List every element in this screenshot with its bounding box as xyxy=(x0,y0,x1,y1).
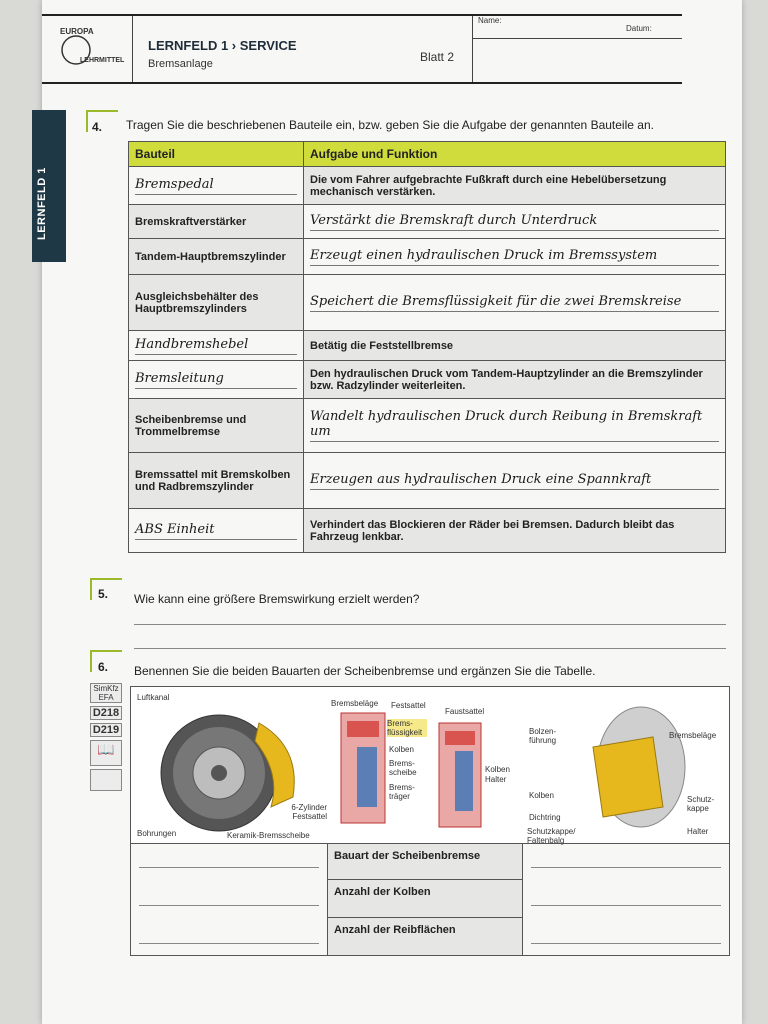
disc-brake-figure xyxy=(130,686,730,956)
fig-label: 6-Zylinder Festsattel xyxy=(291,803,327,821)
handwritten-answer: Bremsleitung xyxy=(135,371,297,389)
task4-number: 4. xyxy=(92,120,103,134)
components-table xyxy=(128,141,726,553)
fig-label: Dichtring xyxy=(529,813,561,822)
bauteil-cell: Tandem-Hauptbremszylinder xyxy=(129,239,304,275)
fig-label: Bremsbeläge xyxy=(331,699,379,708)
aufgabe-cell: Die vom Fahrer aufgebrachte Fußkraft durch eine Hebelübersetzung mechanisch verstärken. xyxy=(304,167,726,205)
table-row xyxy=(129,361,726,399)
col-bauteil: Bauteil xyxy=(129,142,304,167)
aufgabe-cell[interactable] xyxy=(304,239,726,275)
publisher-logo xyxy=(46,22,156,76)
lernfeld-title: LERNFELD 1 › SERVICE xyxy=(148,38,297,53)
table-label-cell: Anzahl der Reibflächen xyxy=(327,917,523,955)
fig-label: Schutz-kappe xyxy=(687,795,715,813)
topic-subtitle: Bremsanlage xyxy=(148,58,213,70)
aufgabe-cell: Den hydraulischen Druck vom Tandem-Hauptzylinder an die Bremszylinder bzw. Radzylinder weiterleiten. xyxy=(304,361,726,399)
aufgabe-cell[interactable] xyxy=(304,453,726,509)
aufgabe-cell[interactable] xyxy=(304,205,726,239)
fig-label: Festsattel xyxy=(391,701,426,710)
fig-label: Faustsattel xyxy=(445,707,485,716)
task5-number: 5. xyxy=(98,587,109,601)
fig-label: Bohrungen xyxy=(137,829,177,838)
answer-line[interactable] xyxy=(134,624,726,625)
worksheet-header xyxy=(42,14,682,84)
answer-line[interactable] xyxy=(531,867,721,868)
answer-line[interactable] xyxy=(139,905,319,906)
fig-label: Bremsbeläge xyxy=(669,731,717,740)
bauteil-cell[interactable] xyxy=(129,167,304,205)
handwritten-answer: Bremspedal xyxy=(135,177,297,195)
aufgabe-cell: Verhindert das Blockieren der Räder bei Bremsen. Dadurch bleibt das Fahrzeug lenkbar. xyxy=(304,509,726,553)
answer-line[interactable] xyxy=(134,648,726,649)
table-row xyxy=(129,205,726,239)
fig-label: Halter xyxy=(485,775,507,784)
book-icon: 📖 xyxy=(90,740,122,766)
table-row xyxy=(129,275,726,331)
fixed-caliper-panel xyxy=(131,687,328,843)
answer-line[interactable] xyxy=(531,905,721,906)
handwritten-answer: Erzeugt einen hydraulischen Druck im Bremssystem xyxy=(310,248,719,266)
svg-text:EUROPA: EUROPA xyxy=(60,27,94,36)
task4-instruction: Tragen Sie die beschriebenen Bauteile ein, bzw. geben Sie die Aufgabe der genannten Bauteile an. xyxy=(126,118,654,132)
side-tab xyxy=(32,110,66,262)
fig-label: Brems-flüssigkeit xyxy=(387,719,427,737)
aufgabe-cell[interactable] xyxy=(304,399,726,453)
fig-label: Kolben xyxy=(389,745,414,754)
side-tab-label: LERNFELD 1 xyxy=(36,167,48,240)
handwritten-answer: Wandelt hydraulischen Druck durch Reibung in Bremskraft um xyxy=(310,409,719,442)
task6-number: 6. xyxy=(98,660,109,674)
bauteil-cell: Bremssattel mit Bremskolben und Radbremszylinder xyxy=(129,453,304,509)
task5-question: Wie kann eine größere Bremswirkung erzielt werden? xyxy=(134,592,420,606)
date-label: Datum: xyxy=(626,24,652,33)
header-divider xyxy=(472,16,473,82)
table-row xyxy=(129,239,726,275)
answer-cell[interactable] xyxy=(131,843,327,955)
fig-label: Luftkanal xyxy=(137,693,170,702)
col-aufgabe: Aufgabe und Funktion xyxy=(304,142,726,167)
handwritten-answer: Erzeugen aus hydraulischen Druck eine Spannkraft xyxy=(310,472,719,490)
fig-label: Bolzen-führung xyxy=(529,727,557,745)
task6-instruction: Benennen Sie die beiden Bauarten der Scheibenbremse und ergänzen Sie die Tabelle. xyxy=(134,664,596,678)
answer-line[interactable] xyxy=(531,943,721,944)
table-row xyxy=(129,399,726,453)
table-label-cell: Anzahl der Kolben xyxy=(327,879,523,917)
bauteil-cell[interactable] xyxy=(129,361,304,399)
page-ref: D219 xyxy=(90,723,122,737)
answer-line[interactable] xyxy=(139,867,319,868)
answer-line[interactable] xyxy=(139,943,319,944)
fig-label: Brems-träger xyxy=(389,783,415,801)
floating-caliper-panel xyxy=(523,687,729,843)
aufgabe-cell: Betätig die Feststellbremse xyxy=(304,331,726,361)
name-label: Name: xyxy=(478,16,502,25)
fig-label: Kolben xyxy=(529,791,554,800)
bauteil-cell: Ausgleichsbehälter des Hauptbremszylinders xyxy=(129,275,304,331)
header-divider xyxy=(132,16,133,82)
bauteil-cell: Bremskraftverstärker xyxy=(129,205,304,239)
simkfz-badge: SimKfz EFA xyxy=(90,683,122,703)
table-label-cell: Bauart der Scheibenbremse xyxy=(327,843,523,879)
bauteil-cell: Scheibenbremse und Trommelbremse xyxy=(129,399,304,453)
blank-icon xyxy=(90,769,122,791)
handwritten-answer: Speichert die Bremsflüssigkeit für die zwei Bremskreise xyxy=(310,294,719,312)
table-row xyxy=(129,509,726,553)
bauteil-cell[interactable] xyxy=(129,331,304,361)
fig-label: Halter xyxy=(687,827,709,836)
table-row xyxy=(129,167,726,205)
bauteil-cell[interactable] xyxy=(129,509,304,553)
fig-label: Kolben xyxy=(485,765,510,774)
handwritten-answer: ABS Einheit xyxy=(135,522,297,540)
page-ref: D218 xyxy=(90,706,122,720)
table-row xyxy=(129,331,726,361)
handwritten-answer: Verstärkt die Bremskraft durch Unterdruck xyxy=(310,213,719,231)
schematic-panel xyxy=(327,687,524,843)
handwritten-answer: Handbremshebel xyxy=(135,337,297,355)
reference-icons xyxy=(90,683,120,794)
name-line xyxy=(472,38,682,39)
fig-label: Schutzkappe/ Faltenbalg xyxy=(527,827,576,845)
fig-label: Keramik-Bremsscheibe xyxy=(227,831,310,840)
table-header-row xyxy=(129,142,726,167)
svg-text:LEHRMITTEL: LEHRMITTEL xyxy=(80,57,125,64)
aufgabe-cell[interactable] xyxy=(304,275,726,331)
fig-label: Brems-scheibe xyxy=(389,759,417,777)
table-row xyxy=(129,453,726,509)
sheet-number: Blatt 2 xyxy=(420,50,455,64)
answer-cell[interactable] xyxy=(523,843,729,955)
